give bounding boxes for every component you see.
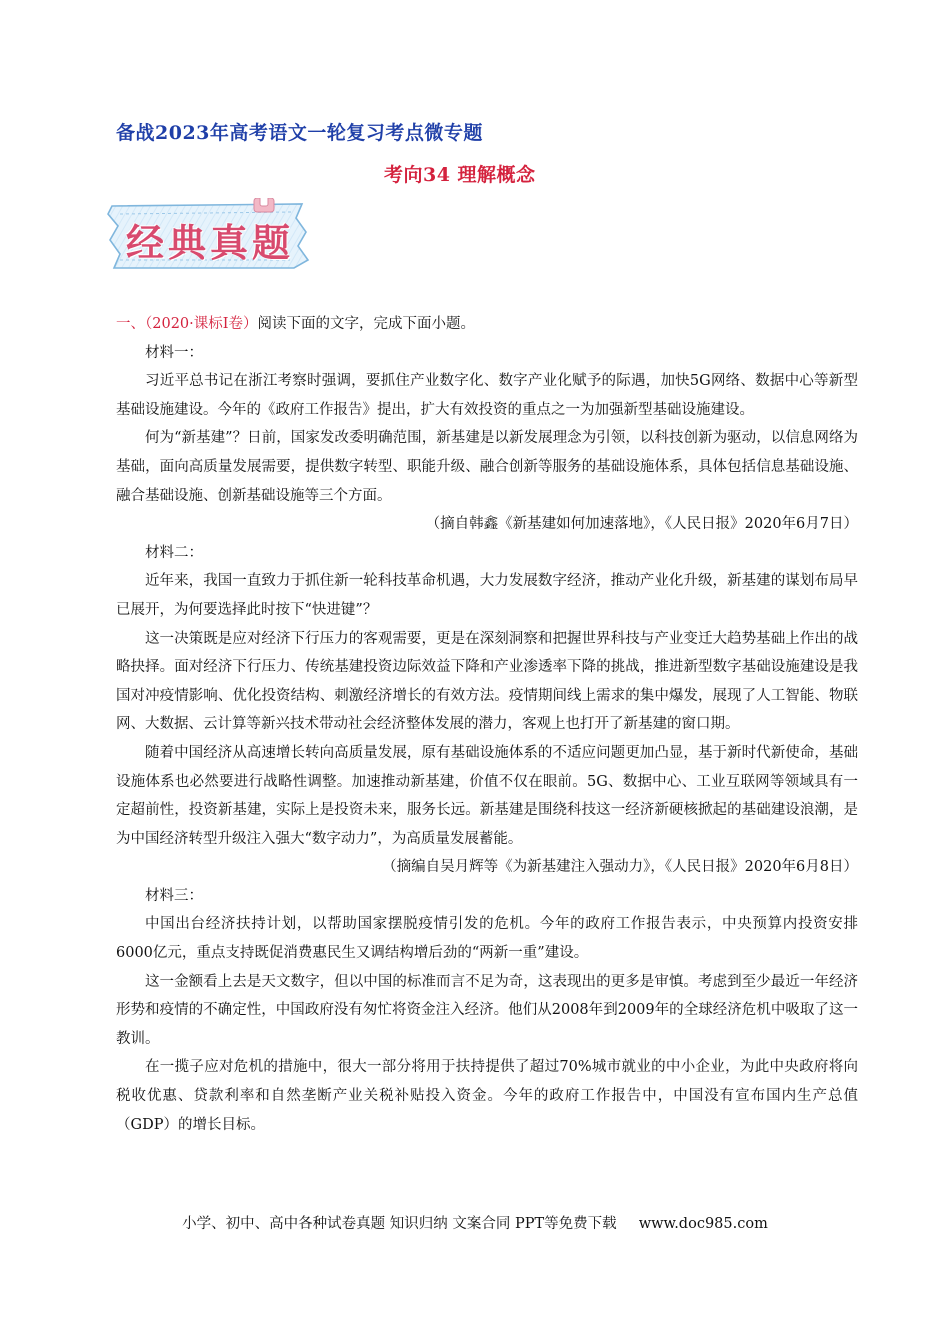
paragraph: 近年来，我国一直致力于抓住新一轮科技革命机遇，大力发展数字经济，推动产业化升级，新基建的谋划布局早已展开，为何要选择此时按下“快进键”？ (116, 573, 858, 618)
question-instruction: 阅读下面的文字，完成下面小题。 (257, 316, 475, 332)
citation: （摘自韩鑫《新基建如何加速落地》，《人民日报》2020年6月7日） (425, 516, 858, 533)
paragraph: 何为“新基建”？日前，国家发改委明确范围，新基建是以新发展理念为引领，以科技创新为驱动，以信息网络为基础，面向高质量发展需要，提供数字转型、职能升级、融合创新等服务的基础设施体系，具体包括信息基础设施、融合基础设施、创新基础设施等三个方面。 (116, 430, 858, 504)
badge-label: 经典真题 (126, 220, 295, 265)
paragraph: 随着中国经济从高速增长转向高质量发展，原有基础设施体系的不适应问题更加凸显，基于新时代新使命，基础设施体系也必然要进行战略性调整。加速推动新基建，价值不仅在眼前。5G、数据中心、工业互联网等领域具有一定超前性，投资新基建，实际上是投资未来，服务长远。新基建是围绕科技这一经济新硬核掀起的基础建设浪潮，是为中国经济转型升级注入强大“数字动力”，为高质量发展蓄能。 (116, 744, 858, 847)
footer-text: 小学、初中、高中各种试卷真题 知识归纳 文案合同 PPT等免费下载 (182, 1216, 617, 1232)
question-source: （2020·课标Ⅰ卷） (145, 316, 258, 332)
document-body (116, 310, 858, 1139)
material-two (116, 539, 858, 882)
footer-url[interactable]: www.doc985.com (638, 1216, 768, 1232)
document-subtitle: 考向34 理解概念 (384, 164, 536, 186)
material-label: 材料一： (145, 344, 203, 361)
paragraph: 在一揽子应对危机的措施中，很大一部分将用于扶持提供了超过70%城市就业的中小企业，为此中央政府将向税收优惠、贷款利率和自然垄断产业关税补贴投入资金。今年的政府工作报告中，中国没有宣布国内生产总值（GDP）的增长目标。 (116, 1059, 858, 1133)
document-title: 备战2023年高考语文一轮复习考点微专题 (116, 122, 483, 144)
material-label: 材料三： (145, 887, 203, 904)
material-three (116, 882, 858, 1139)
material-label: 材料二： (145, 544, 203, 561)
paragraph: 这一决策既是应对经济下行压力的客观需要，更是在深刻洞察和把握世界科技与产业变迁大趋势基础上作出的战略抉择。面对经济下行压力、传统基建投资边际效益下降和产业渗透率下降的挑战，推进新型数字基础设施建设是我国对冲疫情影响、优化投资结构、刺激经济增长的有效方法。疫情期间线上需求的集中爆发，展现了人工智能、物联网、大数据、云计算等新兴技术带动社会经济整体发展的潜力，客观上也打开了新基建的窗口期。 (116, 630, 858, 733)
paragraph: 中国出台经济扶持计划，以帮助国家摆脱疫情引发的危机。今年的政府工作报告表示，中央预算内投资安排6000亿元，重点支持既促消费惠民生又调结构增后劲的“两新一重”建设。 (116, 916, 858, 962)
paragraph: 习近平总书记在浙江考察时强调，要抓住产业数字化、数字产业化赋予的际遇，加快5G网络、数据中心等新型基础设施建设。今年的《政府工作报告》提出，扩大有效投资的重点之一为加强新型基础设施建设。 (116, 373, 858, 418)
page-footer (0, 1212, 950, 1233)
material-one (116, 339, 858, 539)
question-heading (116, 310, 858, 339)
paragraph: 这一金额看上去是天文数字，但以中国的标准而言不足为奇，这表现出的更多是审慎。考虑到至少最近一年经济形势和疫情的不确定性，中国政府没有匆忙将资金注入经济。他们从2008年到2009年的全球经济危机中吸取了这一教训。 (116, 973, 858, 1047)
section-badge (106, 198, 316, 274)
question-number: 一、 (116, 316, 145, 332)
citation: （摘编自吴月辉等《为新基建注入强动力》，《人民日报》2020年6月8日） (382, 859, 858, 876)
